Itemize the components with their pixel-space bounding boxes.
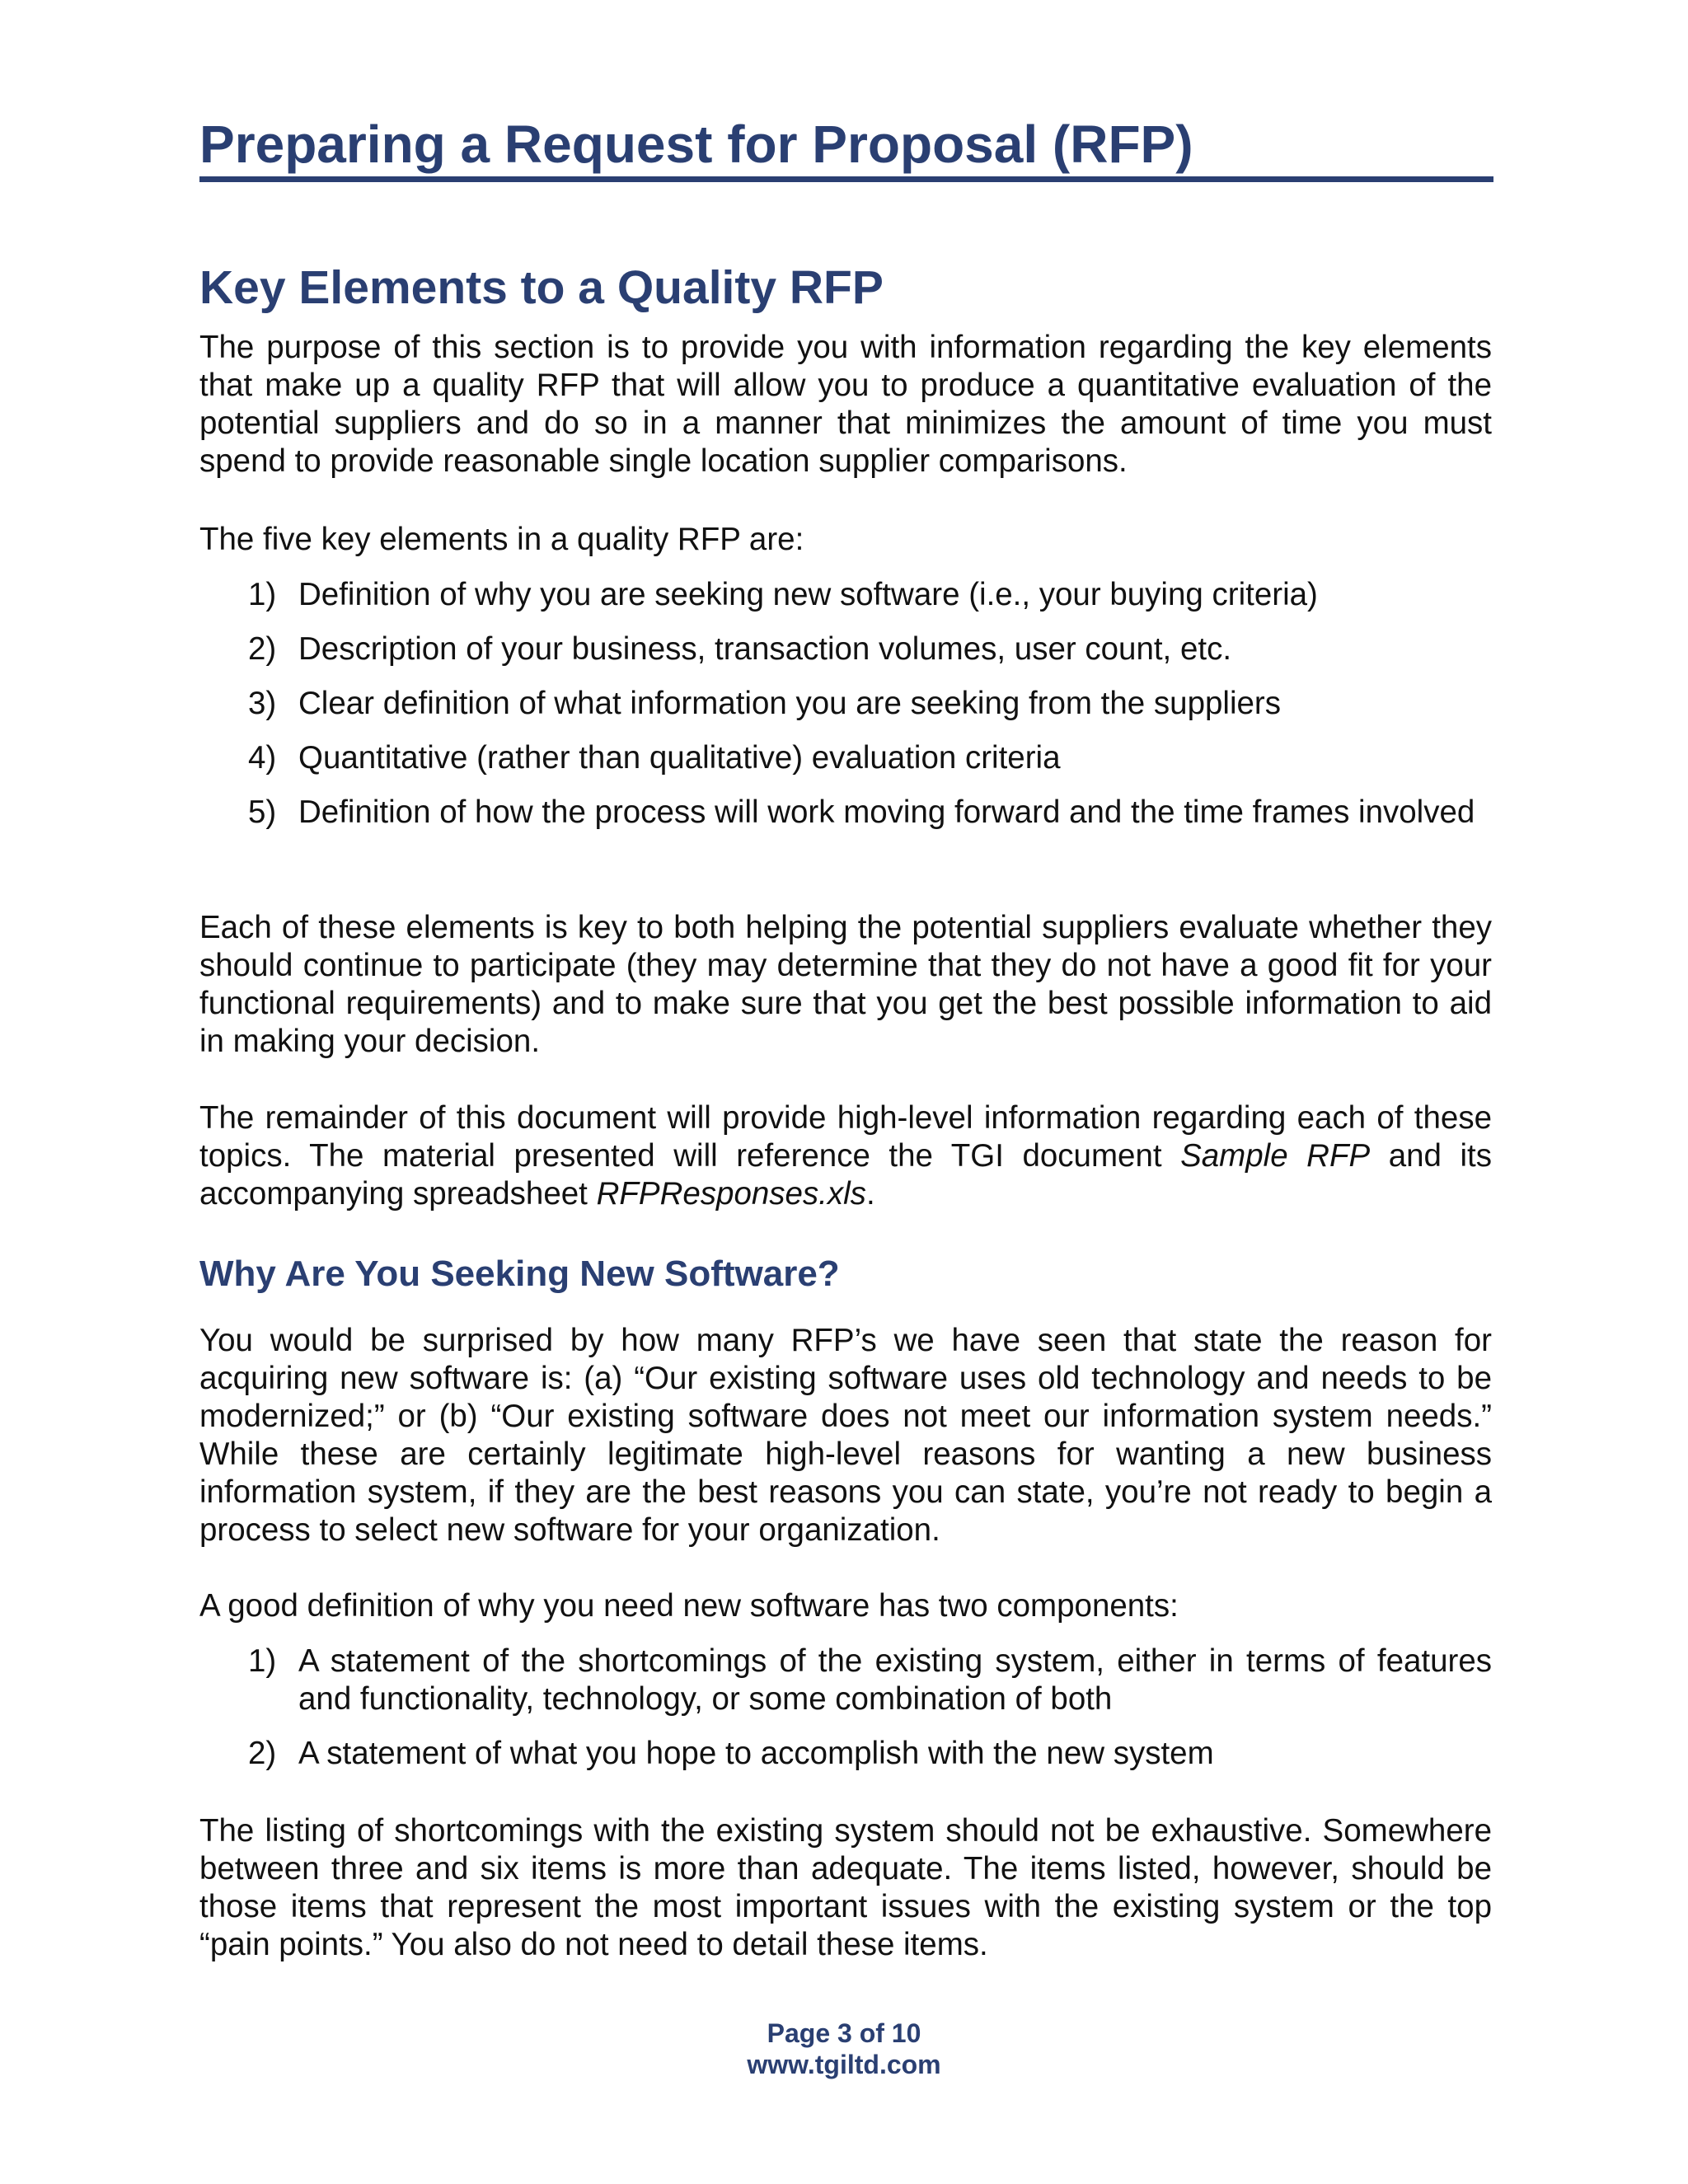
list-item: 3) Clear definition of what information you are seeking from the suppliers (248, 686, 1281, 721)
list-intro: The five key elements in a quality RFP are: (199, 522, 804, 557)
key-elements-list (199, 576, 1492, 848)
page-footer (0, 2018, 1688, 2080)
list-item: 4) Quantitative (rather than qualitative) evaluation criteria (248, 740, 1061, 776)
subsection-heading: Why Are You Seeking New Software? (199, 1254, 840, 1294)
page-title: Preparing a Request for Proposal (RFP) (199, 115, 1193, 174)
list-item: 1) Definition of why you are seeking new software (i.e., your buying criteria) (248, 577, 1318, 612)
section-heading: Key Elements to a Quality RFP (199, 261, 884, 314)
page-number: Page 3 of 10 (767, 2018, 921, 2048)
remainder-paragraph: The remainder of this document will provide high-level information regarding each of these topics. The material presented will reference the TGI document Sample RFP and its accompanying spreadsheet RFPResponses.xls. (199, 1100, 1492, 1212)
seeking-paragraph: You would be surprised by how many RFP’s we have seen that state the reason for acquiring new software is: (a) “Our existing software uses old technology and needs to be modernized;” or (b) “Our existing software does not meet our information system needs.” While these are certainly legitimate high-level reasons for wanting a new business information system, if they are the best reasons you can state, you’re not ready to begin a process to select new software for your organization. (199, 1323, 1492, 1548)
list-item: 2) A statement of what you hope to accomplish with the new system (248, 1736, 1214, 1771)
list-item: 1) A statement of the shortcomings of the existing system, either in terms of features and functionality, technology, or some combination of both (248, 1643, 1492, 1717)
intro-paragraph: The purpose of this section is to provide you with information regarding the key elements that make up a quality RFP that will allow you to produce a quantitative evaluation of the potential suppliers and do so in a manner that minimizes the amount of time you must spend to provide reasonable single location supplier comparisons. (199, 330, 1492, 479)
components-intro: A good definition of why you need new software has two components: (199, 1588, 1179, 1624)
website-link[interactable]: www.tgiltd.com (747, 2050, 941, 2079)
shortcomings-paragraph: The listing of shortcomings with the existing system should not be exhaustive. Somewhere between three and six items is more than adequate. The items listed, however, should be those items that represent the most important issues with the existing system or the top “pain points.” You also do not need to detail these items. (199, 1813, 1492, 1962)
title-underline (199, 176, 1493, 182)
components-list (199, 1643, 1492, 1789)
elements-paragraph: Each of these elements is key to both helping the potential suppliers evaluate whether they should continue to participate (they may determine that they do not have a good fit for your functional requirements) and to make sure that you get the best possible information to aid in making your decision. (199, 910, 1492, 1059)
list-item: 5) Definition of how the process will work moving forward and the time frames involved (248, 794, 1475, 830)
document-name: Sample RFP (1180, 1138, 1371, 1174)
list-item: 2) Description of your business, transaction volumes, user count, etc. (248, 631, 1232, 667)
spreadsheet-name: RFPResponses.xls (596, 1176, 866, 1212)
